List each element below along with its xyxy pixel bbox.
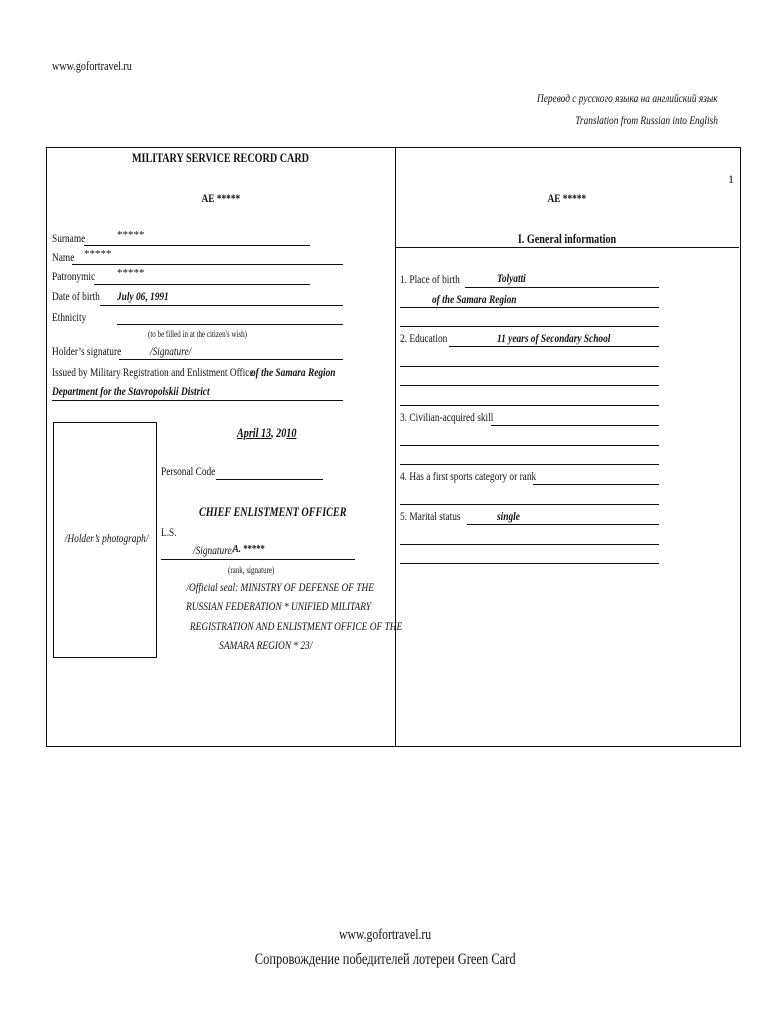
officer-signature-line <box>161 559 355 560</box>
issued-by-value-1: of the Samara Region <box>251 365 336 379</box>
officer-name: A. ***** <box>233 543 265 555</box>
ls-mark: L.S. <box>161 525 177 539</box>
holder-signature-value: /Signature/ <box>150 344 192 358</box>
right-header-divider <box>395 247 739 248</box>
birthplace-value-2: of the Samara Region <box>432 292 517 306</box>
name-label: Name <box>52 250 75 264</box>
issued-by-value-2: Department for the Stavropolskii District <box>52 384 210 398</box>
header-site: www.gofortravel.ru <box>52 58 132 73</box>
personal-code-line <box>216 479 323 480</box>
left-serial: AE ***** <box>201 191 240 205</box>
name-value: ***** <box>84 248 112 260</box>
education-label: 2. Education <box>400 331 448 345</box>
skill-label: 3. Civilian-acquired skill <box>400 410 494 424</box>
patronymic-line <box>94 284 310 285</box>
skill-line-3 <box>400 464 659 465</box>
birthplace-line-3 <box>400 326 659 327</box>
skill-line-2 <box>400 445 659 446</box>
dob-line <box>100 305 343 306</box>
ethnicity-note: (to be filled in at the citizen's wish) <box>148 329 247 339</box>
marital-line-1 <box>467 524 659 525</box>
surname-line <box>84 245 310 246</box>
header-translation-ru: Перевод с русского языка на английский язык <box>537 91 718 105</box>
marital-line-3 <box>400 563 659 564</box>
birthplace-label: 1. Place of birth <box>400 272 460 286</box>
seal-line-3: REGISTRATION AND ENLISTMENT OFFICE OF THE <box>189 619 403 633</box>
marital-label: 5. Marital status <box>400 509 461 523</box>
sports-line-1 <box>533 484 659 485</box>
education-line-2 <box>400 366 659 367</box>
officer-signature: /Signature/ <box>193 543 235 557</box>
ethnicity-line <box>117 324 343 325</box>
dob-value: July 06, 1991 <box>117 289 169 303</box>
marital-line-2 <box>400 544 659 545</box>
seal-line-2: RUSSIAN FEDERATION * UNIFIED MILITARY <box>186 599 372 613</box>
skill-line-1 <box>491 425 659 426</box>
dob-label: Date of birth <box>52 289 100 303</box>
section-title-general: I. General information <box>517 231 617 246</box>
sports-line-2 <box>400 504 659 505</box>
patronymic-value: ***** <box>117 267 145 279</box>
seal-line-4: SAMARA REGION * 23/ <box>219 638 313 652</box>
education-value: 11 years of Secondary School <box>497 331 611 345</box>
birthplace-line-2 <box>400 307 659 308</box>
issued-by-line <box>52 400 343 401</box>
surname-label: Surname <box>52 231 86 245</box>
personal-code-label: Personal Code <box>161 464 216 478</box>
footer-tagline: Сопровождение победителей лотереи Green Card <box>254 951 516 968</box>
holder-signature-line <box>119 359 343 360</box>
patronymic-label: Patronymic <box>52 269 96 283</box>
header-translation-en: Translation from Russian into English <box>575 113 718 127</box>
footer-site: www.gofortravel.ru <box>338 927 432 943</box>
education-line-1 <box>449 346 659 347</box>
officer-title: CHIEF ENLISTMENT OFFICER <box>199 504 347 519</box>
education-line-4 <box>400 405 659 406</box>
holder-photo-label: /Holder’s photograph/ <box>64 531 149 545</box>
education-line-3 <box>400 385 659 386</box>
birthplace-value-1: Tolyatti <box>497 271 526 285</box>
ethnicity-label: Ethnicity <box>52 310 87 324</box>
card-title: MILITARY SERVICE RECORD CARD <box>131 150 310 165</box>
page-number: 1 <box>728 172 734 186</box>
birthplace-line-1 <box>465 287 659 288</box>
marital-value: single <box>497 509 520 523</box>
officer-note: (rank, signature) <box>228 565 275 575</box>
issued-by-label: Issued by Military Registration and Enlistment Office <box>52 365 254 379</box>
name-line <box>72 264 343 265</box>
surname-value: ***** <box>117 229 145 241</box>
seal-line-1: /Official seal: MINISTRY OF DEFENSE OF THE <box>186 580 374 594</box>
right-serial: AE ***** <box>547 191 587 205</box>
sports-label: 4. Has a first sports category or rank <box>400 469 537 483</box>
issue-date: April 13, 2010 <box>237 425 297 440</box>
holder-signature-label: Holder’s signature <box>52 344 122 358</box>
